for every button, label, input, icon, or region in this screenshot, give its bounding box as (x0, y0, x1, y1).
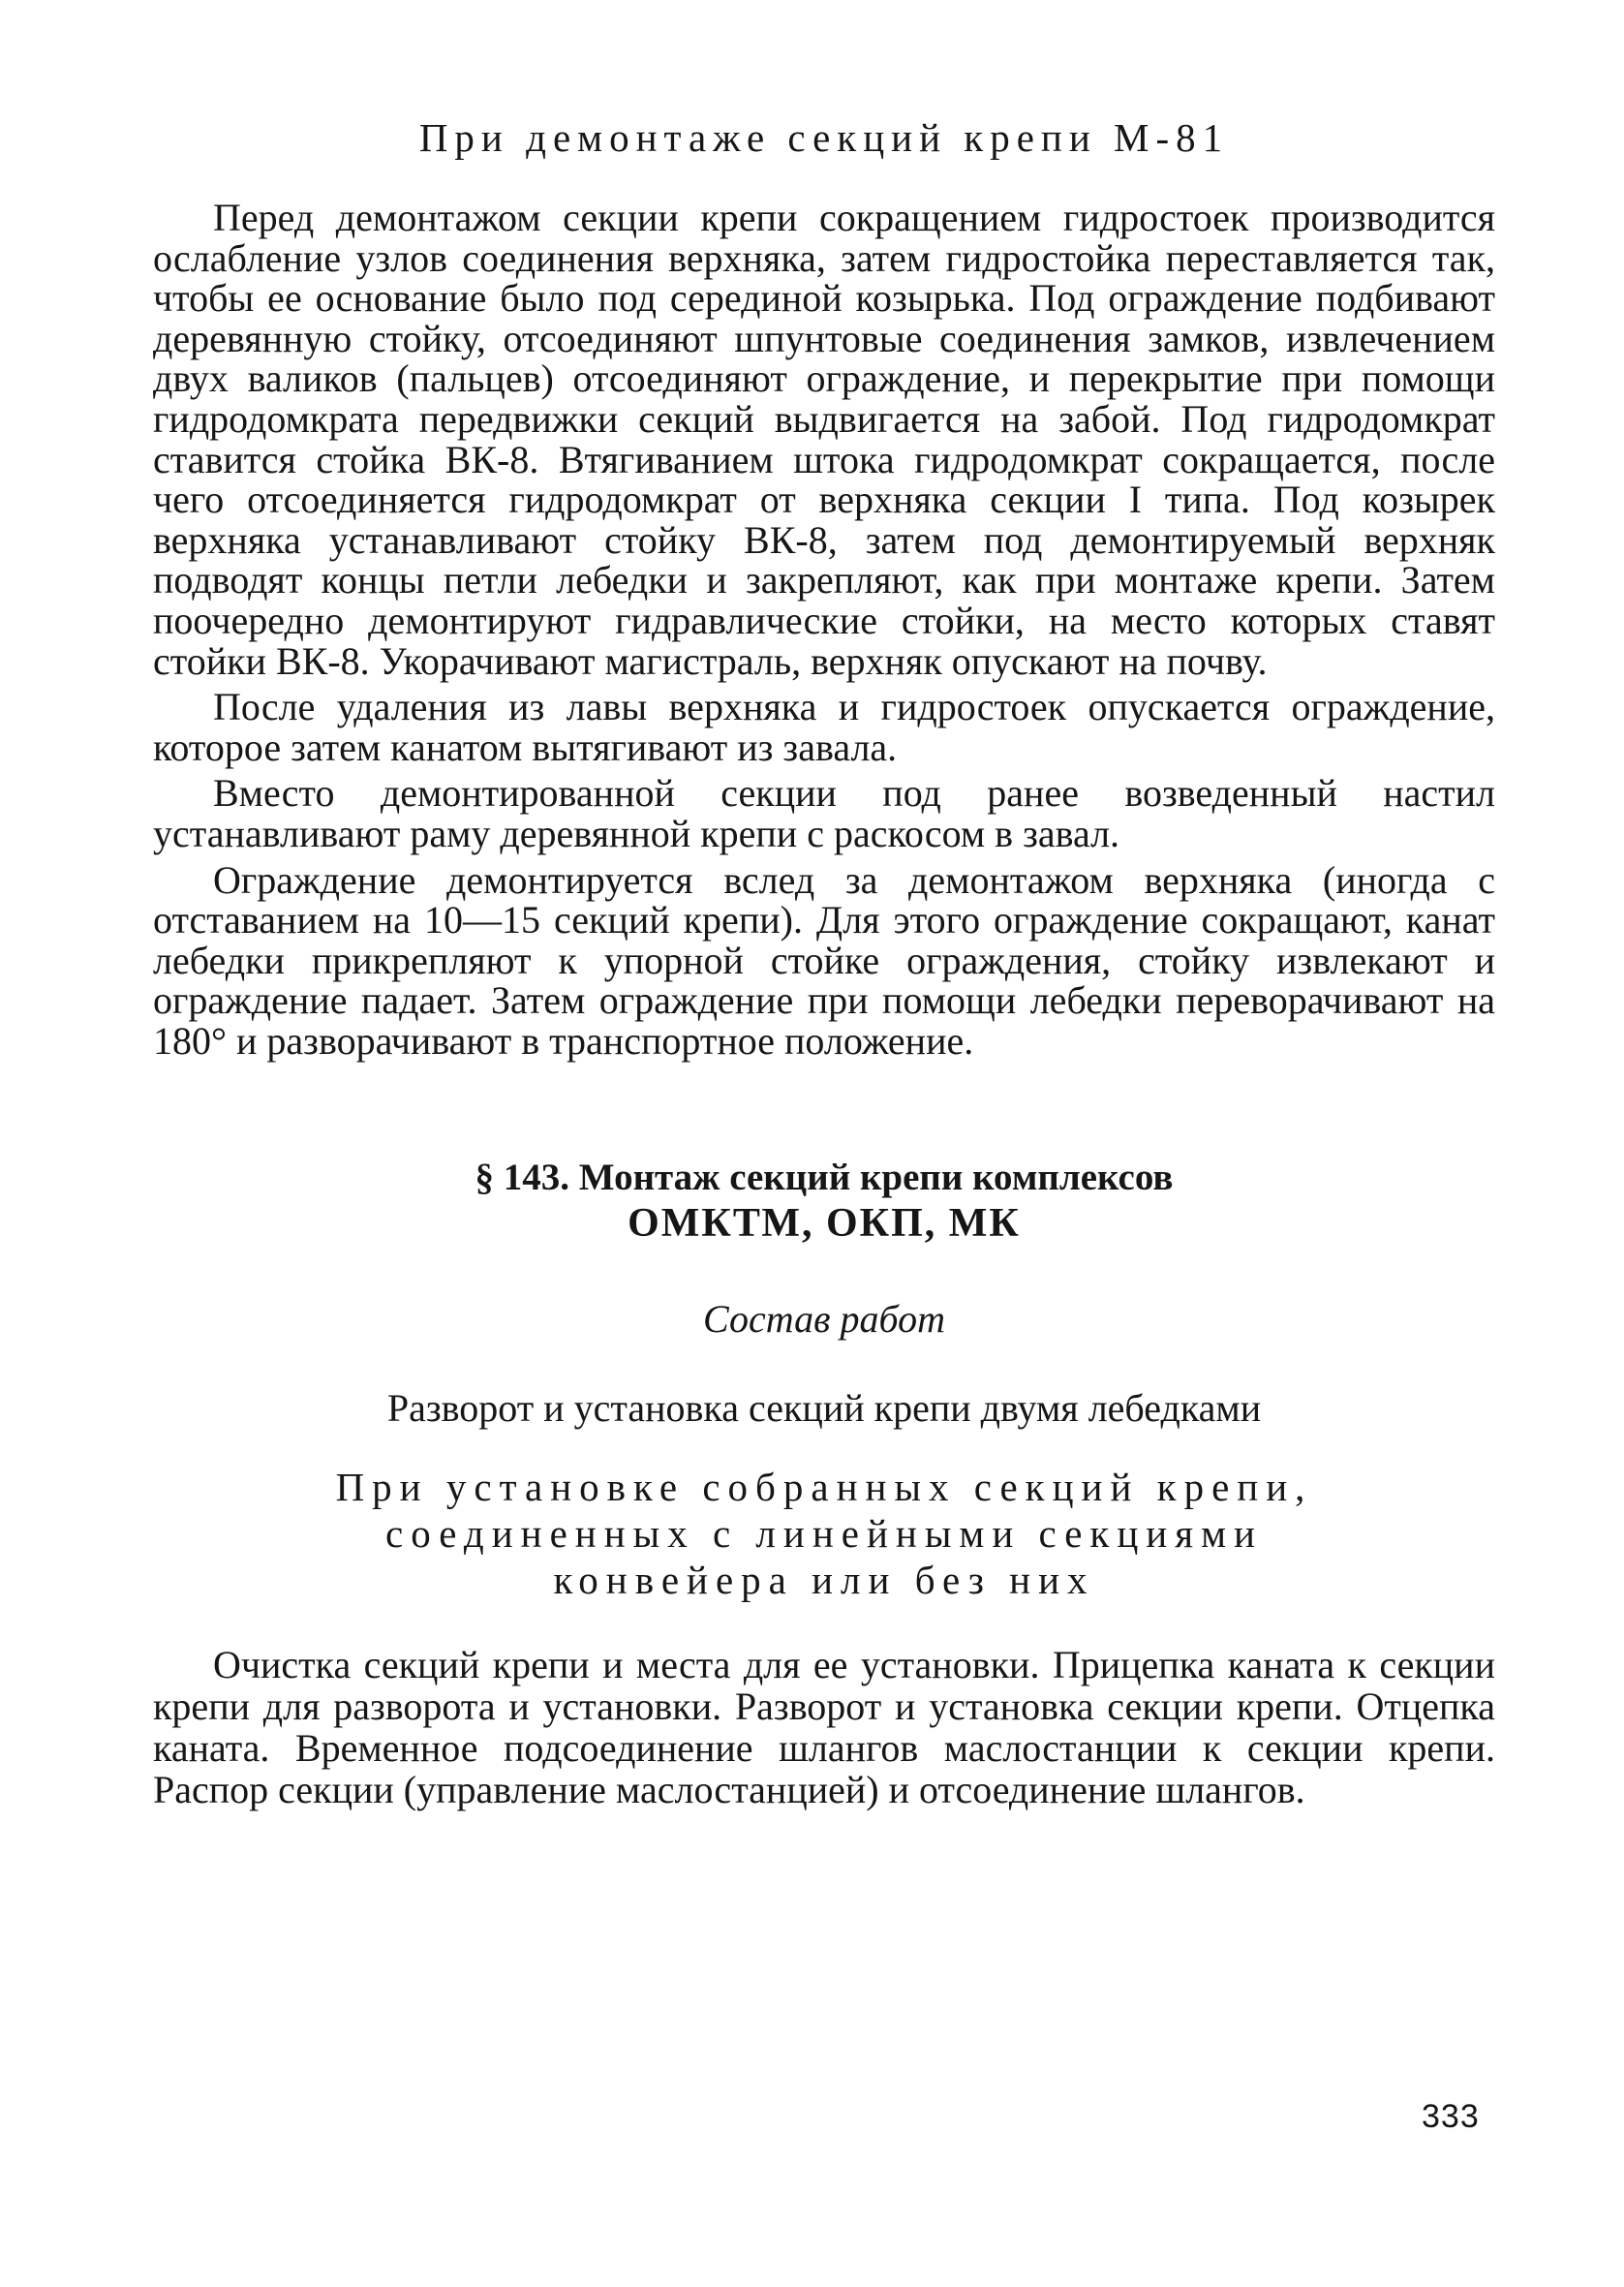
demontage-heading: При демонтаже секций крепи М-81 (418, 115, 1230, 160)
paragraph-3: Вместо демонтированной секции под ранее возведенный настил устанавливают раму деревянной крепи с раскосом в завал. (153, 771, 1495, 855)
conditions-line-3: конвейера или без них (553, 1558, 1095, 1603)
paragraph-1: Перед демонтажом секции крепи сокращением гидростоек производится ослабление узлов соединения верхняка, затем гидростойка переставляется так, чтобы ее основание было под серединой козырька. Под ограждение подбивают деревянную стойку, отсоединяют шпунтовые соединения замков, извлечением двух валиков (пальцев) отсоединяют ограждение, и перекрытие при помощи гидродомкрата передвижки секций выдвигается на забой. Под гидродомкрат ставится стойка ВК-8. Втягиванием штока гидродомкрат сокращается, после чего отсоединяется гидродомкрат от верхняка секции I типа. Под козырек верхняка устанавливают стойку ВК-8, затем под демонтируемый верхняк подводят концы петли лебедки и закрепляют, как при монтаже крепи. Затем поочередно демонтируют гидравлические стойки, на место которых ставят стойки ВК-8. Укорачивают магистраль, верхняк опускают на почву. (153, 196, 1495, 683)
section-title: § 143. Монтаж секций крепи комплексов (475, 1157, 1174, 1199)
document-page (153, 114, 1495, 1810)
installation-conditions-heading (153, 1464, 1495, 1603)
paragraph-4: Ограждение демонтируется вслед за демонтажом верхняка (иногда с отставанием на 10—15 секций крепи). Для этого ограждение сокращают, канат лебедки прикрепляют к упорной стойке ограждения, стойку извлекают и ограждение падает. Затем ограждение при помощи лебедки переворачивают на 180° и разворачивают в транспортное положение. (153, 857, 1495, 1063)
work-composition-heading: Состав работ (703, 1297, 945, 1342)
page-number: 333 (1422, 2098, 1480, 2135)
rotation-installation-heading: Разворот и установка секций крепи двумя лебедками (386, 1386, 1262, 1431)
conditions-line-2: соединенных с линейными секциями (385, 1511, 1263, 1557)
section-title-complexes: ОМКТМ, ОКП, МК (628, 1201, 1021, 1247)
section-spacer (153, 1066, 1495, 1156)
work-operations-paragraph: Очистка секций крепи и места для ее установки. Прицепка каната к секции крепи для разворота и установки. Разворот и установка секции крепи. Отцепка каната. Временное подсоединение шлангов маслостанции к секции крепи. Распор секции (управление маслостанцией) и отсоединение шлангов. (153, 1643, 1495, 1812)
conditions-line-1: При установке собранных секций крепи, (335, 1465, 1313, 1510)
paragraph-2: После удаления из лавы верхняка и гидростоек опускается ограждение, которое затем канатом вытягивают из завала. (153, 685, 1495, 769)
